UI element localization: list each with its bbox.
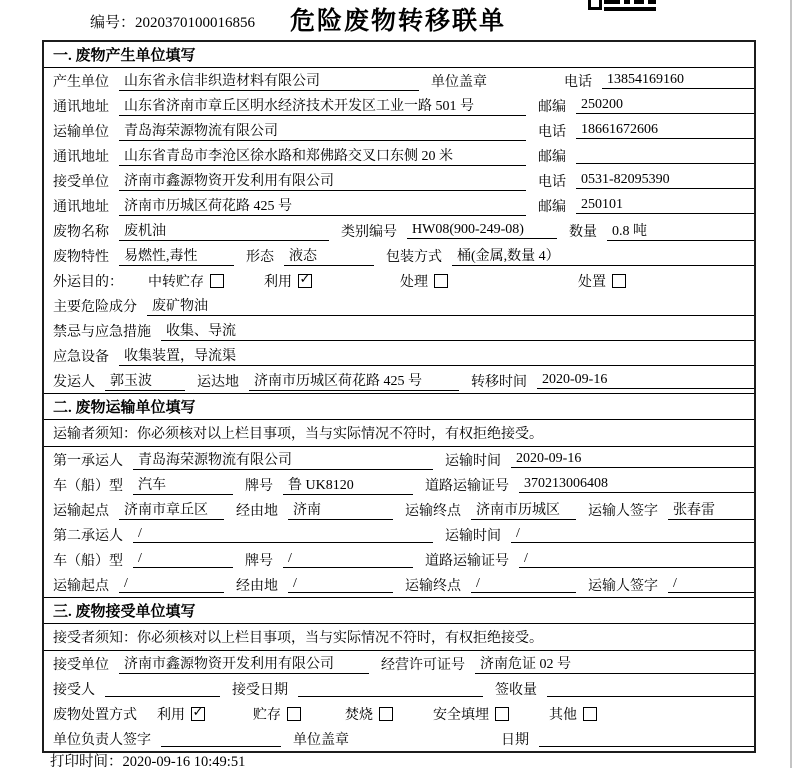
transporter-address-field: 山东省青岛市李沧区徐水路和郑佛路交叉口东侧 20 米 — [119, 145, 526, 166]
qr-module — [624, 0, 630, 4]
quantity-field: 0.8 吨 — [607, 220, 754, 241]
checkmark: ✓ — [299, 272, 311, 287]
date-label: 日期 — [501, 732, 529, 748]
option-label: 焚烧 — [345, 707, 373, 723]
taboo-field: 收集、导流 — [161, 320, 754, 341]
row-producer — [44, 68, 754, 93]
responsible-sign-label: 单位负责人签字 — [53, 732, 151, 748]
row-producer-address — [44, 93, 754, 118]
vehicle1-field: 汽车 — [133, 474, 233, 495]
row-transporter — [44, 118, 754, 143]
section2-header: 二. 废物运输单位填写 — [44, 393, 754, 420]
category-code-field: HW08(900-249-08) — [407, 222, 557, 239]
hazard-field: 废矿物油 — [147, 295, 754, 316]
form-label: 形态 — [246, 249, 274, 265]
row-waste-name — [44, 218, 754, 243]
disposal-option-incinerate — [345, 704, 393, 724]
section1-header: 一. 废物产生单位填写 — [44, 42, 754, 68]
checkbox-utilize — [298, 274, 312, 288]
page-edge-line — [790, 0, 792, 768]
print-time-line — [50, 750, 245, 768]
shipper-label: 发运人 — [53, 374, 95, 390]
destination-field: 济南市历城区荷花路 425 号 — [249, 370, 459, 391]
received-qty-field — [547, 680, 754, 697]
origin-label: 运输起点 — [53, 578, 109, 594]
receiver-phone-field: 0531-82095390 — [576, 172, 754, 189]
checkbox-transfer-storage — [210, 274, 224, 288]
purpose-option-utilize — [264, 271, 312, 291]
via-label: 经由地 — [236, 503, 278, 519]
property-label: 废物特性 — [53, 249, 109, 265]
receiver-label: 接受单位 — [53, 174, 109, 190]
serial-number: 2020370100016856 — [135, 15, 256, 31]
origin2-field: / — [119, 576, 224, 593]
producer-address-field: 山东省济南市章丘区明水经济技术开发区工业一路 501 号 — [119, 95, 526, 116]
disposal-option-utilize — [157, 704, 205, 724]
option-label: 利用 — [157, 707, 185, 723]
qr-module — [604, 7, 656, 11]
row-carrier1 — [44, 447, 754, 472]
end-label: 运输终点 — [405, 578, 461, 594]
origin-label: 运输起点 — [53, 503, 109, 519]
print-time-label: 打印时间： — [50, 754, 123, 768]
page-title: 危险废物转移联单 — [289, 8, 506, 35]
row-disposal — [44, 701, 754, 726]
packaging-label: 包装方式 — [386, 249, 442, 265]
acceptor-field — [105, 680, 220, 697]
shipper-field: 郭玉波 — [105, 370, 185, 391]
via1-field: 济南 — [288, 499, 393, 520]
row-responsible-sign — [44, 726, 754, 751]
taboo-label: 禁忌与应急措施 — [53, 324, 151, 340]
qr-module — [604, 0, 620, 4]
qr-module — [634, 0, 644, 4]
carrier2-label: 第二承运人 — [53, 528, 123, 544]
property-field: 易燃性,毒性 — [119, 245, 234, 266]
row-accept-unit — [44, 651, 754, 676]
road-permit1-field: 370213006408 — [519, 476, 754, 493]
plate-label: 牌号 — [245, 553, 273, 569]
receiver-address-field: 济南市历城区荷花路 425 号 — [119, 195, 526, 216]
sign2-field: / — [668, 576, 754, 593]
receiver-name-field: 济南市鑫源物资开发利用有限公司 — [119, 170, 526, 191]
phone-label: 电话 — [564, 74, 592, 90]
responsible-sign-field — [161, 730, 281, 747]
end1-field: 济南市历城区 — [471, 499, 576, 520]
road-permit2-field: / — [519, 551, 754, 568]
checkbox-incinerate — [379, 707, 393, 721]
equipment-field: 收集装置，导流渠 — [119, 345, 754, 366]
destination-label: 运达地 — [197, 374, 239, 390]
address-label: 通讯地址 — [53, 99, 109, 115]
option-label: 其他 — [549, 707, 577, 723]
transport-time-label: 运输时间 — [445, 453, 501, 469]
row-vehicle1 — [44, 472, 754, 497]
sign-label: 运输人签字 — [588, 503, 658, 519]
origin1-field: 济南市章丘区 — [119, 499, 224, 520]
transfer-time-field: 2020-09-16 — [537, 372, 754, 389]
form-field: 液态 — [284, 245, 374, 266]
waste-name-label: 废物名称 — [53, 224, 109, 240]
checkbox-landfill — [495, 707, 509, 721]
row-transporter-address — [44, 143, 754, 168]
producer-zip-field: 250200 — [576, 97, 754, 114]
quantity-label: 数量 — [569, 224, 597, 240]
row-carrier2 — [44, 522, 754, 547]
checkbox-storage — [287, 707, 301, 721]
transporter-name-field: 青岛海荣源物流有限公司 — [119, 120, 526, 141]
accept-date-field — [298, 680, 483, 697]
vehicle-label: 车（船）型 — [53, 553, 123, 569]
receiver-field: 济南市鑫源物资开发利用有限公司 — [119, 653, 369, 674]
unit-seal-label: 单位盖章 — [293, 732, 349, 748]
producer-phone-field: 13854169160 — [602, 72, 754, 89]
road-permit-label: 道路运输证号 — [425, 478, 509, 494]
row-purpose — [44, 268, 754, 293]
acceptor-label: 接受人 — [53, 682, 95, 698]
disposal-option-landfill — [433, 704, 509, 724]
phone-label: 电话 — [538, 124, 566, 140]
address-label: 通讯地址 — [53, 199, 109, 215]
serial-label: 编号： — [90, 15, 136, 31]
vehicle2-field: / — [133, 551, 233, 568]
transporter-notice: 运输者须知：你必须核对以上栏目事项，当与实际情况不符时，有权拒绝接受。 — [44, 420, 754, 447]
print-time-value: 2020-09-16 10:49:51 — [122, 754, 246, 768]
transport-time-label: 运输时间 — [445, 528, 501, 544]
transport-time2-field: / — [511, 526, 754, 543]
checkbox-dispose — [612, 274, 626, 288]
license-field: 济南危证 02 号 — [475, 653, 754, 674]
option-label: 安全填埋 — [433, 707, 489, 723]
sign-label: 运输人签字 — [588, 578, 658, 594]
option-label: 处置 — [578, 274, 606, 290]
via2-field: / — [288, 576, 393, 593]
disposal-option-other — [549, 704, 597, 724]
purpose-label: 外运目的： — [53, 274, 123, 290]
manifest-form — [42, 40, 756, 753]
purpose-option-transfer-storage — [148, 271, 224, 291]
purpose-option-dispose — [578, 271, 626, 291]
checkbox-other — [583, 707, 597, 721]
producer-label: 产生单位 — [53, 74, 109, 90]
producer-name-field: 山东省永信非织造材料有限公司 — [119, 70, 419, 91]
category-label: 类别编号 — [341, 224, 397, 240]
carrier1-field: 青岛海荣源物流有限公司 — [133, 449, 433, 470]
option-label: 利用 — [264, 274, 292, 290]
road-permit-label: 道路运输证号 — [425, 553, 509, 569]
packaging-field: 桶(金属,数量 4） — [452, 245, 754, 266]
plate1-field: 鲁 UK8120 — [283, 474, 413, 495]
vehicle-label: 车（船）型 — [53, 478, 123, 494]
transporter-label: 运输单位 — [53, 124, 109, 140]
checkmark: ✓ — [192, 705, 204, 720]
end2-field: / — [471, 576, 576, 593]
disposal-option-storage — [253, 704, 301, 724]
receiver-zip-field: 250101 — [576, 197, 754, 214]
checkbox-treat — [434, 274, 448, 288]
row-taboo — [44, 318, 754, 343]
address-label: 通讯地址 — [53, 149, 109, 165]
option-label: 处理 — [400, 274, 428, 290]
carrier1-label: 第一承运人 — [53, 453, 123, 469]
row-route2 — [44, 572, 754, 597]
purpose-option-treat — [400, 271, 448, 291]
row-acceptor — [44, 676, 754, 701]
end-label: 运输终点 — [405, 503, 461, 519]
row-receiver — [44, 168, 754, 193]
sign1-field: 张春雷 — [668, 499, 754, 520]
transporter-phone-field: 18661672606 — [576, 122, 754, 139]
zip-label: 邮编 — [538, 99, 566, 115]
section3-header: 三. 废物接受单位填写 — [44, 597, 754, 624]
qr-module — [648, 0, 656, 4]
via-label: 经由地 — [236, 578, 278, 594]
waste-name-field: 废机油 — [119, 220, 329, 241]
row-route1 — [44, 497, 754, 522]
option-label: 贮存 — [253, 707, 281, 723]
checkbox-utilize — [191, 707, 205, 721]
row-hazard — [44, 293, 754, 318]
row-equipment — [44, 343, 754, 368]
accept-date-label: 接受日期 — [232, 682, 288, 698]
transport-time1-field: 2020-09-16 — [511, 451, 754, 468]
receiver-label: 接受单位 — [53, 657, 109, 673]
zip-label: 邮编 — [538, 199, 566, 215]
received-qty-label: 签收量 — [495, 682, 537, 698]
row-waste-property — [44, 243, 754, 268]
equipment-label: 应急设备 — [53, 349, 109, 365]
date-field — [539, 730, 754, 747]
zip-label: 邮编 — [538, 149, 566, 165]
license-label: 经营许可证号 — [381, 657, 465, 673]
qr-module — [588, 0, 602, 10]
row-vehicle2 — [44, 547, 754, 572]
hazard-label: 主要危险成分 — [53, 299, 137, 315]
row-receiver-address — [44, 193, 754, 218]
row-shipper — [44, 368, 754, 393]
transfer-time-label: 转移时间 — [471, 374, 527, 390]
plate-label: 牌号 — [245, 478, 273, 494]
option-label: 中转贮存 — [148, 274, 204, 290]
phone-label: 电话 — [538, 174, 566, 190]
disposal-label: 废物处置方式 — [53, 707, 137, 723]
unit-seal-label: 单位盖章 — [431, 74, 487, 90]
carrier2-field: / — [133, 526, 433, 543]
receiver-notice: 接受者须知：你必须核对以上栏目事项，当与实际情况不符时，有权拒绝接受。 — [44, 624, 754, 651]
transporter-zip-field — [576, 147, 754, 164]
plate2-field: / — [283, 551, 413, 568]
qr-code-icon — [588, 0, 658, 12]
